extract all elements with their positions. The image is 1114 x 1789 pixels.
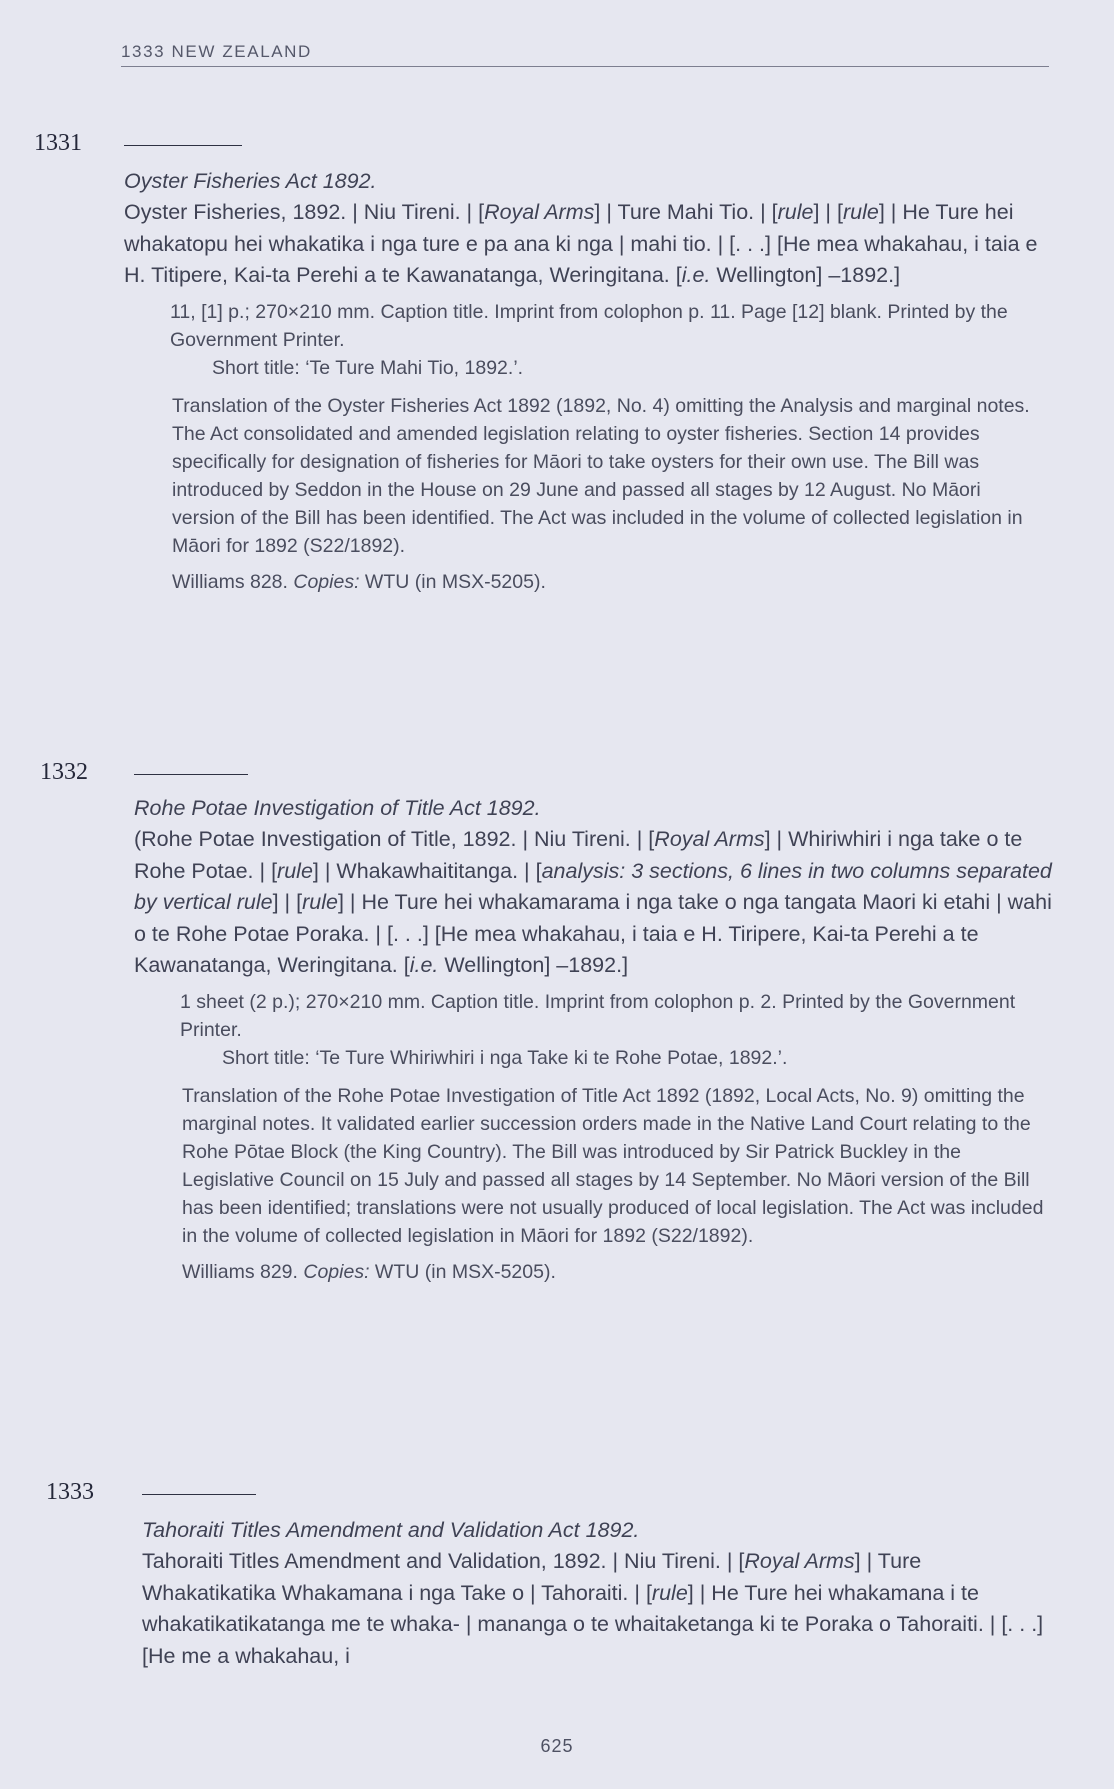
- entry-rule-1333: [142, 1494, 256, 1495]
- short-title: Short title: ‘Te Ture Mahi Tio, 1892.’.: [212, 356, 524, 379]
- entry-title: Oyster Fisheries Act 1892.: [124, 169, 377, 193]
- collation: [124, 298, 1042, 382]
- copies-label: Copies:: [293, 570, 360, 593]
- notes: Translation of the Rohe Potae Investigation of Title Act 1892 (1892, Local Acts, No. 9) omitting the marginal notes. It validated earlier succession orders made in the Native Land Court relating to the Rohe Pōtae Block (the King Country). The Bill was introduced by Sir Patrick Buckley in the Legislative Council on 15 July and passed all stages by 14 September. No Māori version of the Bill has been identified; translations were not usually produced of local legislation. The Act was included in the volume of collected legislation in Māori for 1892 (S22/1892).: [182, 1084, 1044, 1247]
- entry-1331: [124, 166, 1042, 596]
- collation-text: 1 sheet (2 p.); 270×210 mm. Caption title. Imprint from colophon p. 2. Printed by the Government Printer.: [180, 990, 1016, 1041]
- notes: Translation of the Oyster Fisheries Act 1892 (1892, No. 4) omitting the Analysis and marginal notes. The Act consolidated and amended legislation relating to oyster fisheries. Section 14 provides specifically for designation of fisheries for Māori to take oysters for their own use. The Bill was introduced by Seddon in the House on 29 June and passed all stages by 12 August. No Māori version of the Bill has been identified. The Act was included in the volume of collected legislation in Māori for 1892 (S22/1892).: [172, 394, 1030, 557]
- title-transcription: (Rohe Potae Investigation of Title, 1892. | Niu Tireni. | [Royal Arms] | Whiriwhiri i nga take o te Rohe Potae. | [rule] | Whakawhaititanga. | [analysis: 3 sections, 6 lines in two columns separated by vertical rule] | [rule] | He Ture hei whakamarama i nga take o nga tangata Maori ki etahi | wahi o te Rohe Potae Poraka. | [. . .] [He mea whakahau, i taia e H. Tiripere, Kai-ta Perehi a te Kawanatanga, Weringitana. [i.e. Wellington] –1892.]: [134, 827, 1052, 977]
- page-number: 625: [540, 1736, 574, 1756]
- entry-title: Rohe Potae Investigation of Title Act 1892.: [134, 796, 541, 820]
- bibliography-ref: Williams 828.: [172, 570, 288, 593]
- title-transcription: Oyster Fisheries, 1892. | Niu Tireni. | [Royal Arms] | Ture Mahi Tio. | [rule] | [rule] | He Ture hei whakatopu hei whakatika i nga ture e pa ana ki nga | mahi tio. | [. . .] [He mea whakahau, i taia e H. Titipere, Kai-ta Perehi a te Kawanatanga, Weringitana. [i.e. Wellington] –1892.]: [124, 200, 1038, 287]
- bibliography-ref: Williams 829.: [182, 1260, 298, 1283]
- running-head: 1333 NEW ZEALAND: [121, 42, 1049, 67]
- references: [124, 568, 1042, 596]
- title-transcription: Tahoraiti Titles Amendment and Validation, 1892. | Niu Tireni. | [Royal Arms] | Ture Whakatikatika Whakamana i nga Take o | Tahoraiti. | [rule] | He Ture hei whakamana i te whakatikatikatanga me te whaka- | mananga o te whaitaketanga ki te Poraka o Tahoraiti. | [. . .] [He me a whakahau, i: [142, 1549, 1044, 1668]
- entry-number-1333: 1333: [46, 1479, 94, 1505]
- entry-number-1332: 1332: [40, 759, 88, 785]
- collation: [134, 988, 1052, 1072]
- short-title: Short title: ‘Te Ture Whiriwhiri i nga Take ki te Rohe Potae, 1892.’.: [222, 1046, 788, 1069]
- entry-number-1331: 1331: [34, 130, 82, 156]
- entry-title: Tahoraiti Titles Amendment and Validation Act 1892.: [142, 1518, 640, 1542]
- copies-location: WTU (in MSX-5205).: [374, 1260, 556, 1283]
- copies-location: WTU (in MSX-5205).: [364, 570, 546, 593]
- entry-rule-1331: [124, 145, 242, 146]
- copies-label: Copies:: [303, 1260, 370, 1283]
- entry-rule-1332: [134, 774, 248, 775]
- references: [134, 1258, 1052, 1286]
- entry-1333: [142, 1515, 1054, 1672]
- collation-text: 11, [1] p.; 270×210 mm. Caption title. Imprint from colophon p. 11. Page [12] blank. Printed by the Government Printer.: [170, 300, 1008, 351]
- entry-1332: [134, 793, 1052, 1286]
